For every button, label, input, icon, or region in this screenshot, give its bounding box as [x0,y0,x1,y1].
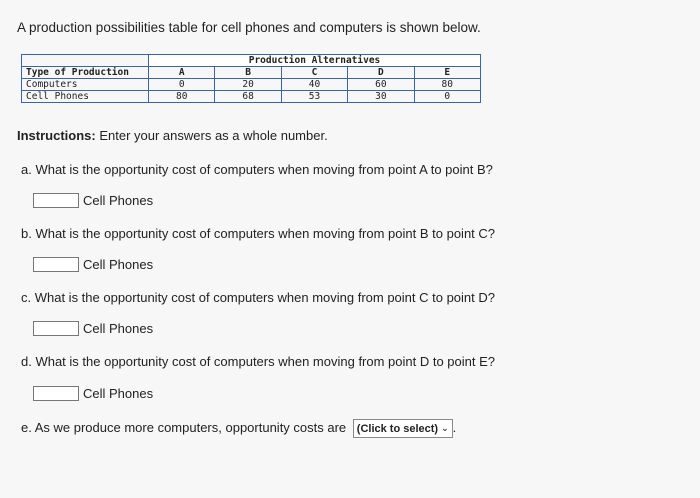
row-label-computers: Computers [22,79,149,91]
answer-b-unit: Cell Phones [83,257,154,272]
opportunity-cost-select[interactable] [353,419,453,438]
row-header: Type of Production [22,67,149,79]
table-cell: 40 [281,79,347,91]
question-b: b. What is the opportunity cost of computers when moving from point B to point C? [21,226,496,241]
col-header-a: A [149,67,215,79]
table-cell: 80 [414,79,480,91]
col-header-d: D [348,67,414,79]
answer-d-input[interactable] [33,386,79,401]
production-possibilities-table [21,54,481,103]
table-corner [22,55,149,67]
instructions-label: Instructions: [17,128,96,143]
intro-text: A production possibilities table for cell phones and computers is shown below. [17,20,481,35]
answer-d [33,386,153,401]
answer-c-input[interactable] [33,321,79,336]
table-cell: 0 [149,79,215,91]
col-header-b: B [215,67,281,79]
chevron-down-icon: ⌄ [441,423,449,433]
table-header-row [22,67,481,79]
col-header-c: C [281,67,347,79]
table-cell: 68 [215,91,281,103]
answer-a-unit: Cell Phones [83,193,154,208]
answer-c [33,321,153,336]
table-cell: 20 [215,79,281,91]
instructions-text: Enter your answers as a whole number. [95,128,328,143]
table-cell: 80 [149,91,215,103]
question-d: d. What is the opportunity cost of computers when moving from point D to point E? [21,354,496,369]
answer-b [33,257,153,272]
answer-b-input[interactable] [33,257,79,272]
question-e [21,419,456,438]
table-cell: 0 [414,91,480,103]
table-cell: 60 [348,79,414,91]
instructions [17,128,328,143]
question-c: c. What is the opportunity cost of computers when moving from point C to point D? [21,290,495,305]
select-label: (Click to select) [356,422,439,435]
answer-a [33,193,153,208]
col-header-e: E [414,67,480,79]
row-label-cell-phones: Cell Phones [22,91,149,103]
answer-a-input[interactable] [33,193,79,208]
table-row [22,79,481,91]
question-e-text: e. As we produce more computers, opportunity costs are [21,419,347,435]
table-group-header: Production Alternatives [149,55,481,67]
table-cell: 53 [281,91,347,103]
answer-d-unit: Cell Phones [83,386,154,401]
question-a: a. What is the opportunity cost of computers when moving from point A to point B? [21,162,493,177]
table-row [22,91,481,103]
answer-c-unit: Cell Phones [83,321,154,336]
question-e-period: . [452,419,457,435]
table-cell: 30 [348,91,414,103]
